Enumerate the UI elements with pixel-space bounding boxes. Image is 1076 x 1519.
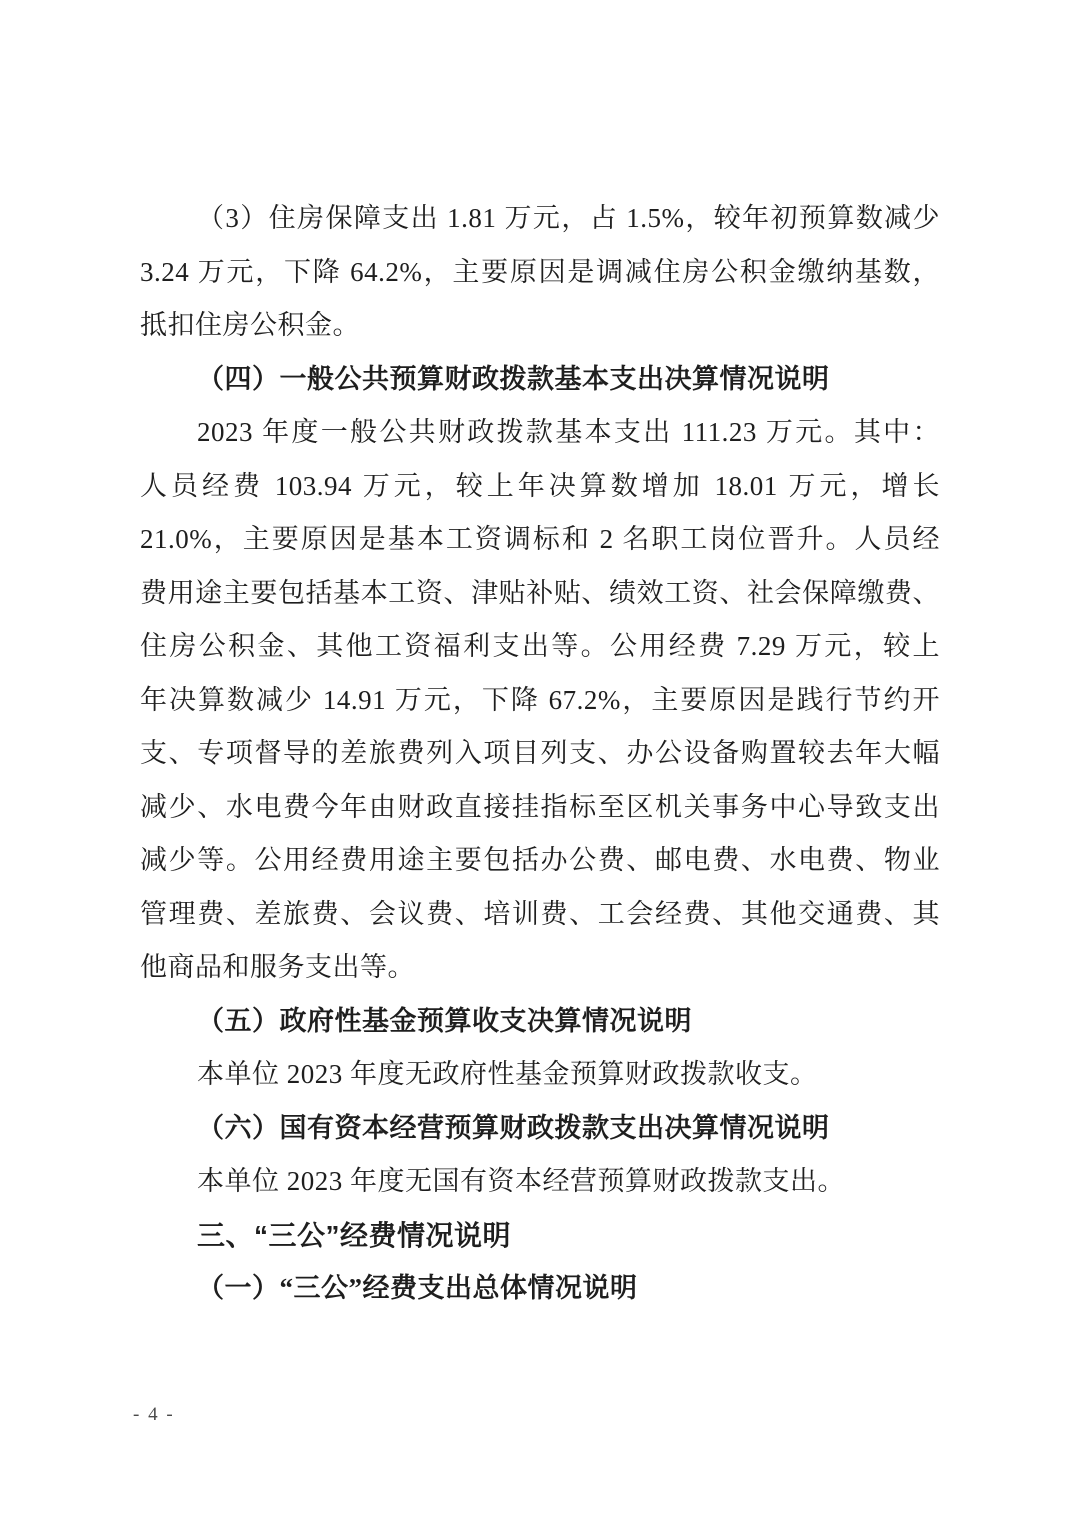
line-basic-expense-10: 管理费、差旅费、会议费、培训费、工会经费、其他交通费、其 bbox=[140, 898, 940, 929]
line-state-capital: 本单位 2023 年度无国有资本经营预算财政拨款支出。 bbox=[197, 1166, 845, 1196]
heading-section-six: （六）国有资本经营预算财政拨款支出决算情况说明 bbox=[197, 1112, 830, 1143]
heading-section-five: （五）政府性基金预算收支决算情况说明 bbox=[197, 1005, 692, 1036]
line-basic-expense-1: 2023 年度一般公共财政拨款基本支出 111.23 万元。其中： bbox=[197, 417, 940, 447]
heading-three-public-funds: 三、“三公”经费情况说明 bbox=[197, 1219, 512, 1251]
document-body bbox=[140, 192, 940, 1316]
line-basic-expense-9: 减少等。公用经费用途主要包括办公费、邮电费、水电费、物业 bbox=[140, 845, 940, 875]
line-basic-expense-7: 支、专项督导的差旅费列入项目列支、办公设备购置较去年大幅 bbox=[140, 738, 940, 768]
line-basic-expense-2: 人员经费 103.94 万元，较上年决算数增加 18.01 万元，增长 bbox=[140, 470, 940, 501]
heading-section-four: （四）一般公共预算财政拨款基本支出决算情况说明 bbox=[197, 363, 830, 394]
line-housing-3: 抵扣住房公积金。 bbox=[140, 310, 360, 340]
line-basic-expense-8: 减少、水电费今年由财政直接挂指标至区机关事务中心导致支出 bbox=[140, 791, 940, 822]
heading-three-public-sub: （一）“三公”经费支出总体情况说明 bbox=[197, 1273, 638, 1303]
line-basic-expense-4: 费用途主要包括基本工资、津贴补贴、绩效工资、社会保障缴费、 bbox=[140, 577, 940, 608]
line-basic-expense-6: 年决算数减少 14.91 万元，下降 67.2%，主要原因是践行节约开 bbox=[140, 684, 940, 715]
line-housing-1: （3）住房保障支出 1.81 万元，占 1.5%，较年初预算数减少 bbox=[197, 203, 940, 233]
line-gov-fund: 本单位 2023 年度无政府性基金预算财政拨款收支。 bbox=[197, 1059, 818, 1089]
line-basic-expense-5: 住房公积金、其他工资福利支出等。公用经费 7.29 万元，较上 bbox=[140, 631, 940, 661]
line-basic-expense-3: 21.0%，主要原因是基本工资调标和 2 名职工岗位晋升。人员经 bbox=[140, 524, 940, 554]
page-number: - 4 - bbox=[133, 1404, 175, 1425]
line-basic-expense-11: 他商品和服务支出等。 bbox=[140, 952, 415, 982]
line-housing-2: 3.24 万元，下降 64.2%，主要原因是调减住房公积金缴纳基数， bbox=[140, 256, 940, 287]
